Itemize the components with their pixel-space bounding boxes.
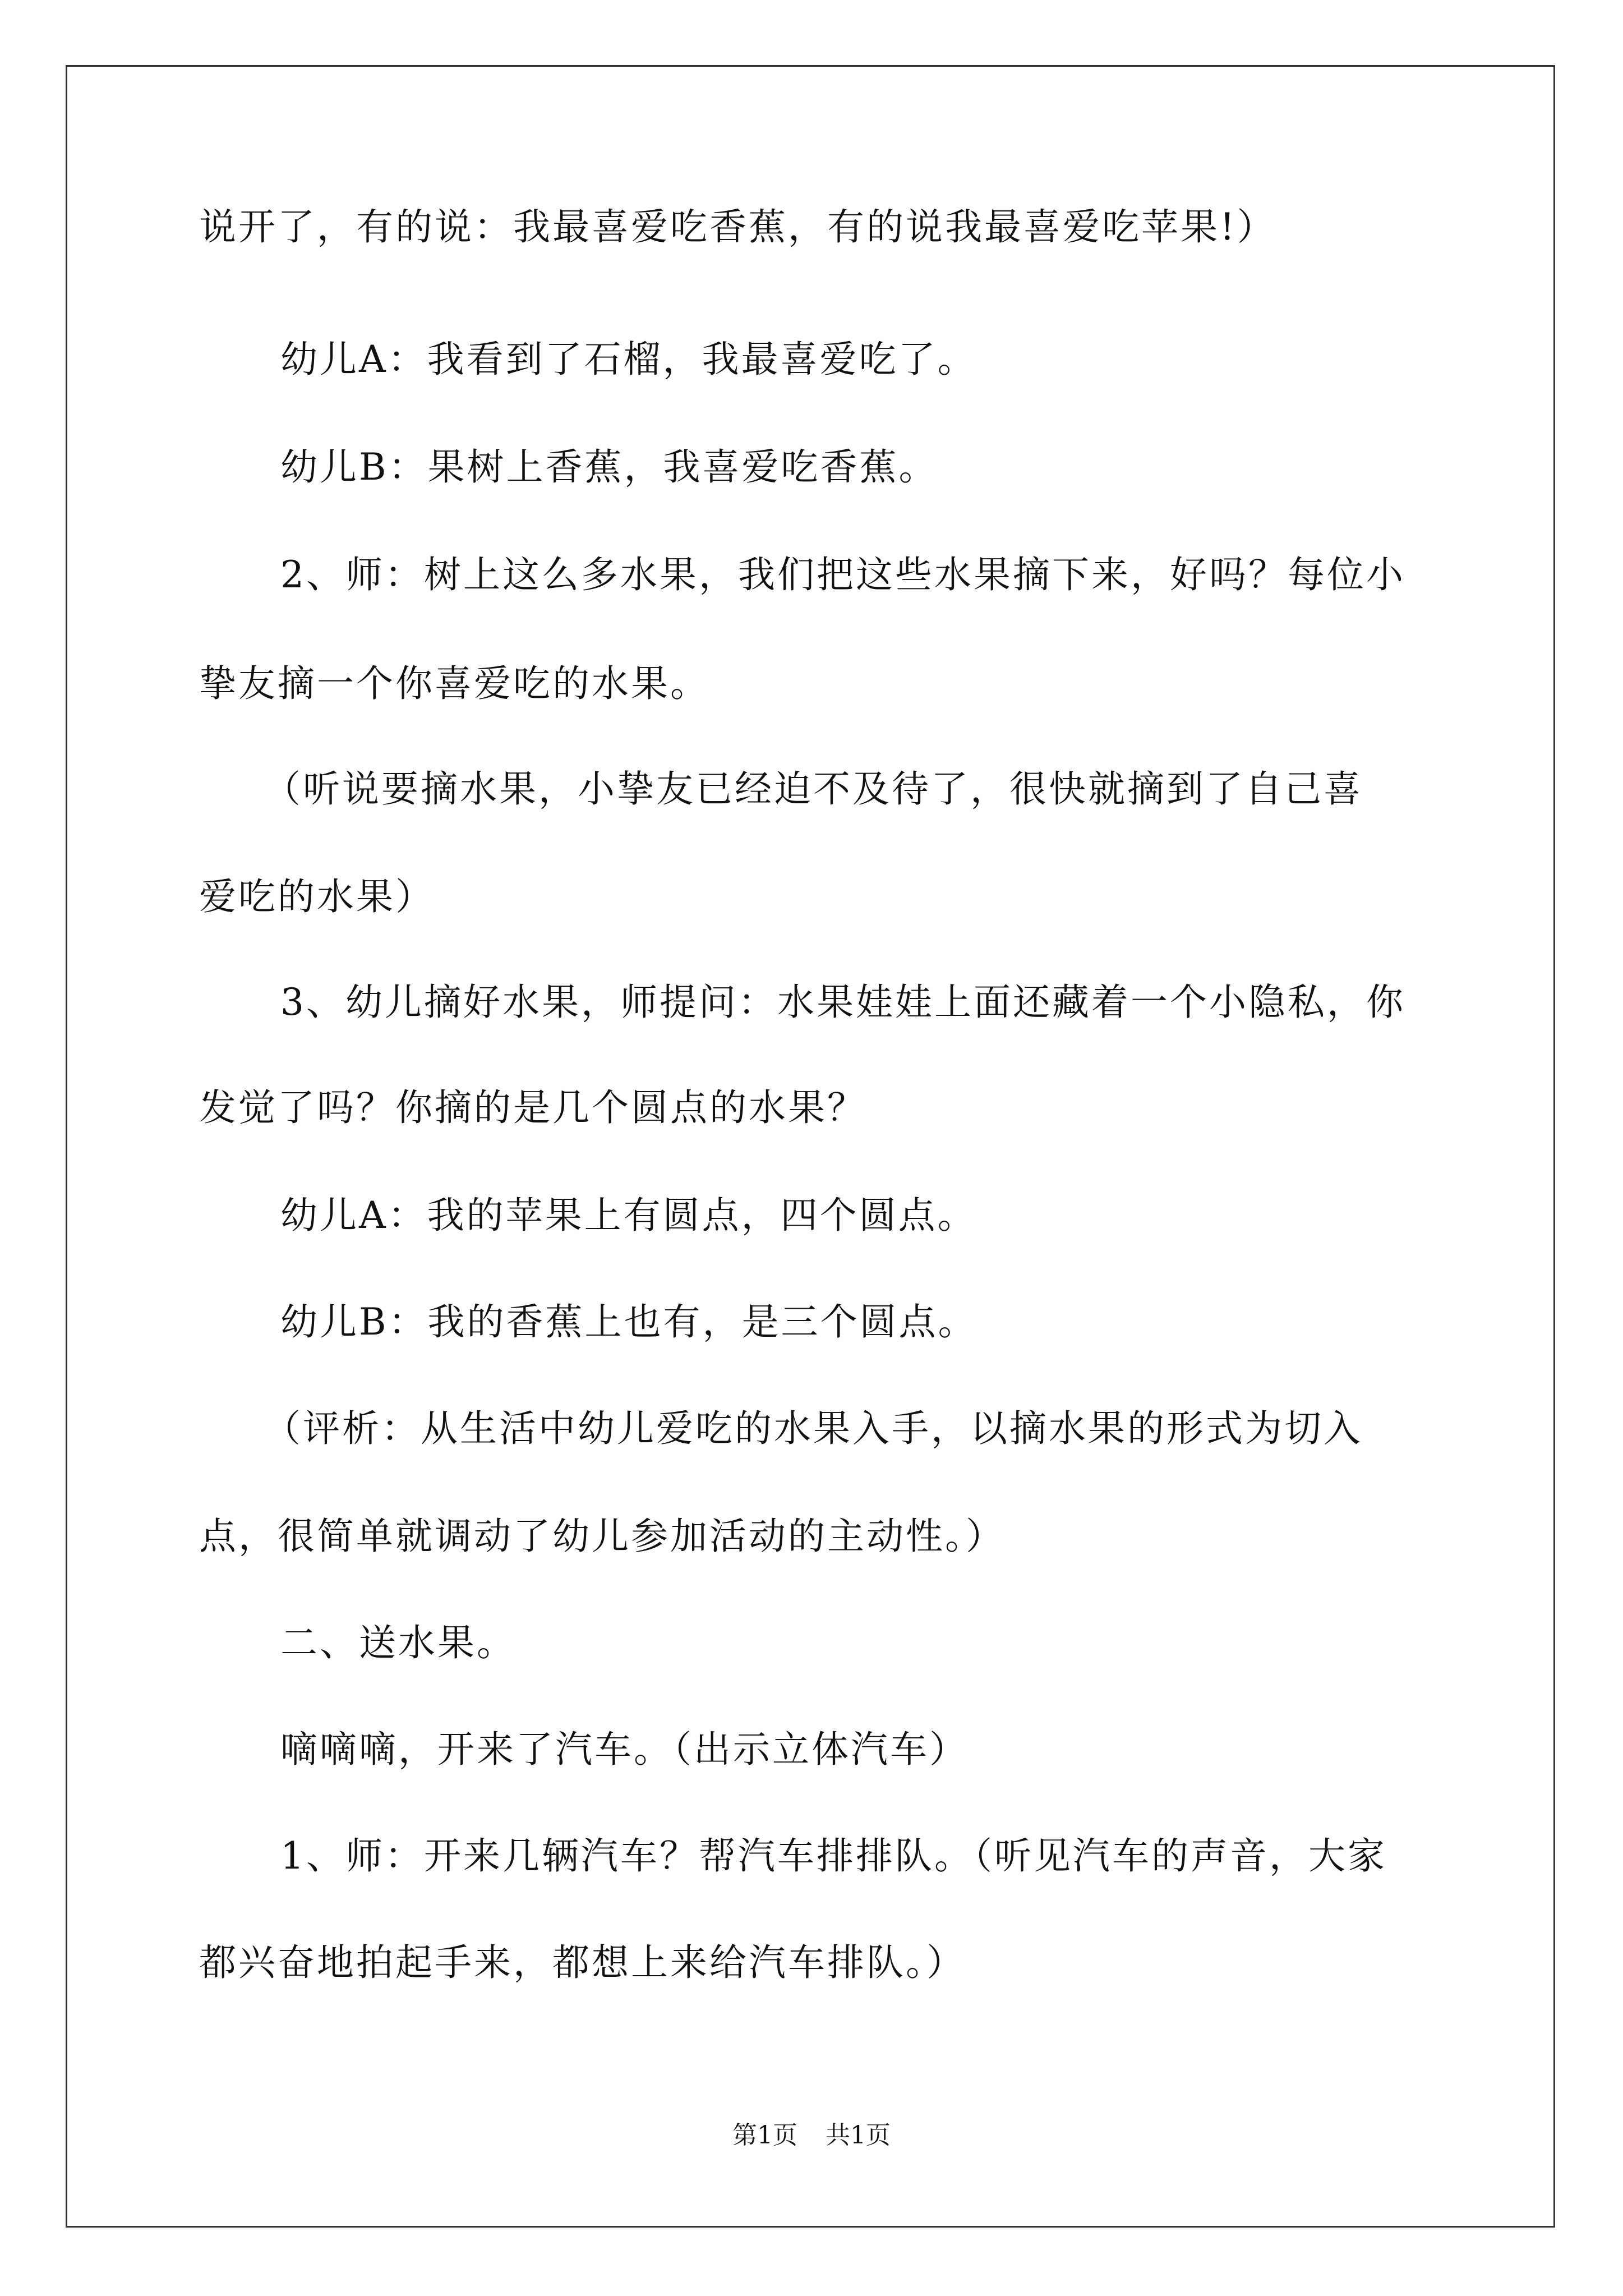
text-line: 2、师：树上这么多水果，我们把这些水果摘下来，好吗？每位小 [280,553,1405,596]
text-line: 发觉了吗？你摘的是几个圆点的水果？ [199,1086,866,1129]
text-line: 都兴奋地拍起手来，都想上来给汽车排队。） [199,1941,966,1984]
text-line: （听说要摘水果，小挚友已经迫不及待了，很快就摘到了自己喜 [264,767,1363,811]
text-line: （评析：从生活中幼儿爱吃的水果入手，以摘水果的形式为切入 [264,1407,1363,1450]
text-line: 挚友摘一个你喜爱吃的水果。 [199,662,709,705]
text-line: 3、幼儿摘好水果，师提问：水果娃娃上面还藏着一个小隐私，你 [280,981,1405,1024]
text-line: 点，很简单就调动了幼儿参加活动的主动性。） [199,1515,1005,1558]
text-line: 幼儿B：果树上香蕉，我喜爱吃香蕉。 [280,445,938,489]
text-line: 说开了，有的说：我最喜爱吃香蕉，有的说我最喜爱吃苹果!） [199,205,1276,249]
page-border [66,65,1555,2228]
text-line: 幼儿A：我看到了石榴，我最喜爱吃了。 [280,338,977,381]
page-number: 第1页 [732,2121,797,2150]
text-line: 嘀嘀嘀，开来了汽车。（出示立体汽车） [280,1728,969,1771]
text-line: 1、师：开来几辆汽车？帮汽车排排队。（听见汽车的声音，大家 [280,1834,1387,1878]
text-line: 爱吃的水果） [199,875,435,918]
text-line: 二、送水果。 [280,1621,516,1664]
page-total: 共1页 [826,2121,891,2150]
text-line: 幼儿A：我的苹果上有圆点，四个圆点。 [280,1194,977,1237]
page-footer [0,2122,1623,2150]
text-line: 幼儿B：我的香蕉上也有，是三个圆点。 [280,1300,978,1343]
